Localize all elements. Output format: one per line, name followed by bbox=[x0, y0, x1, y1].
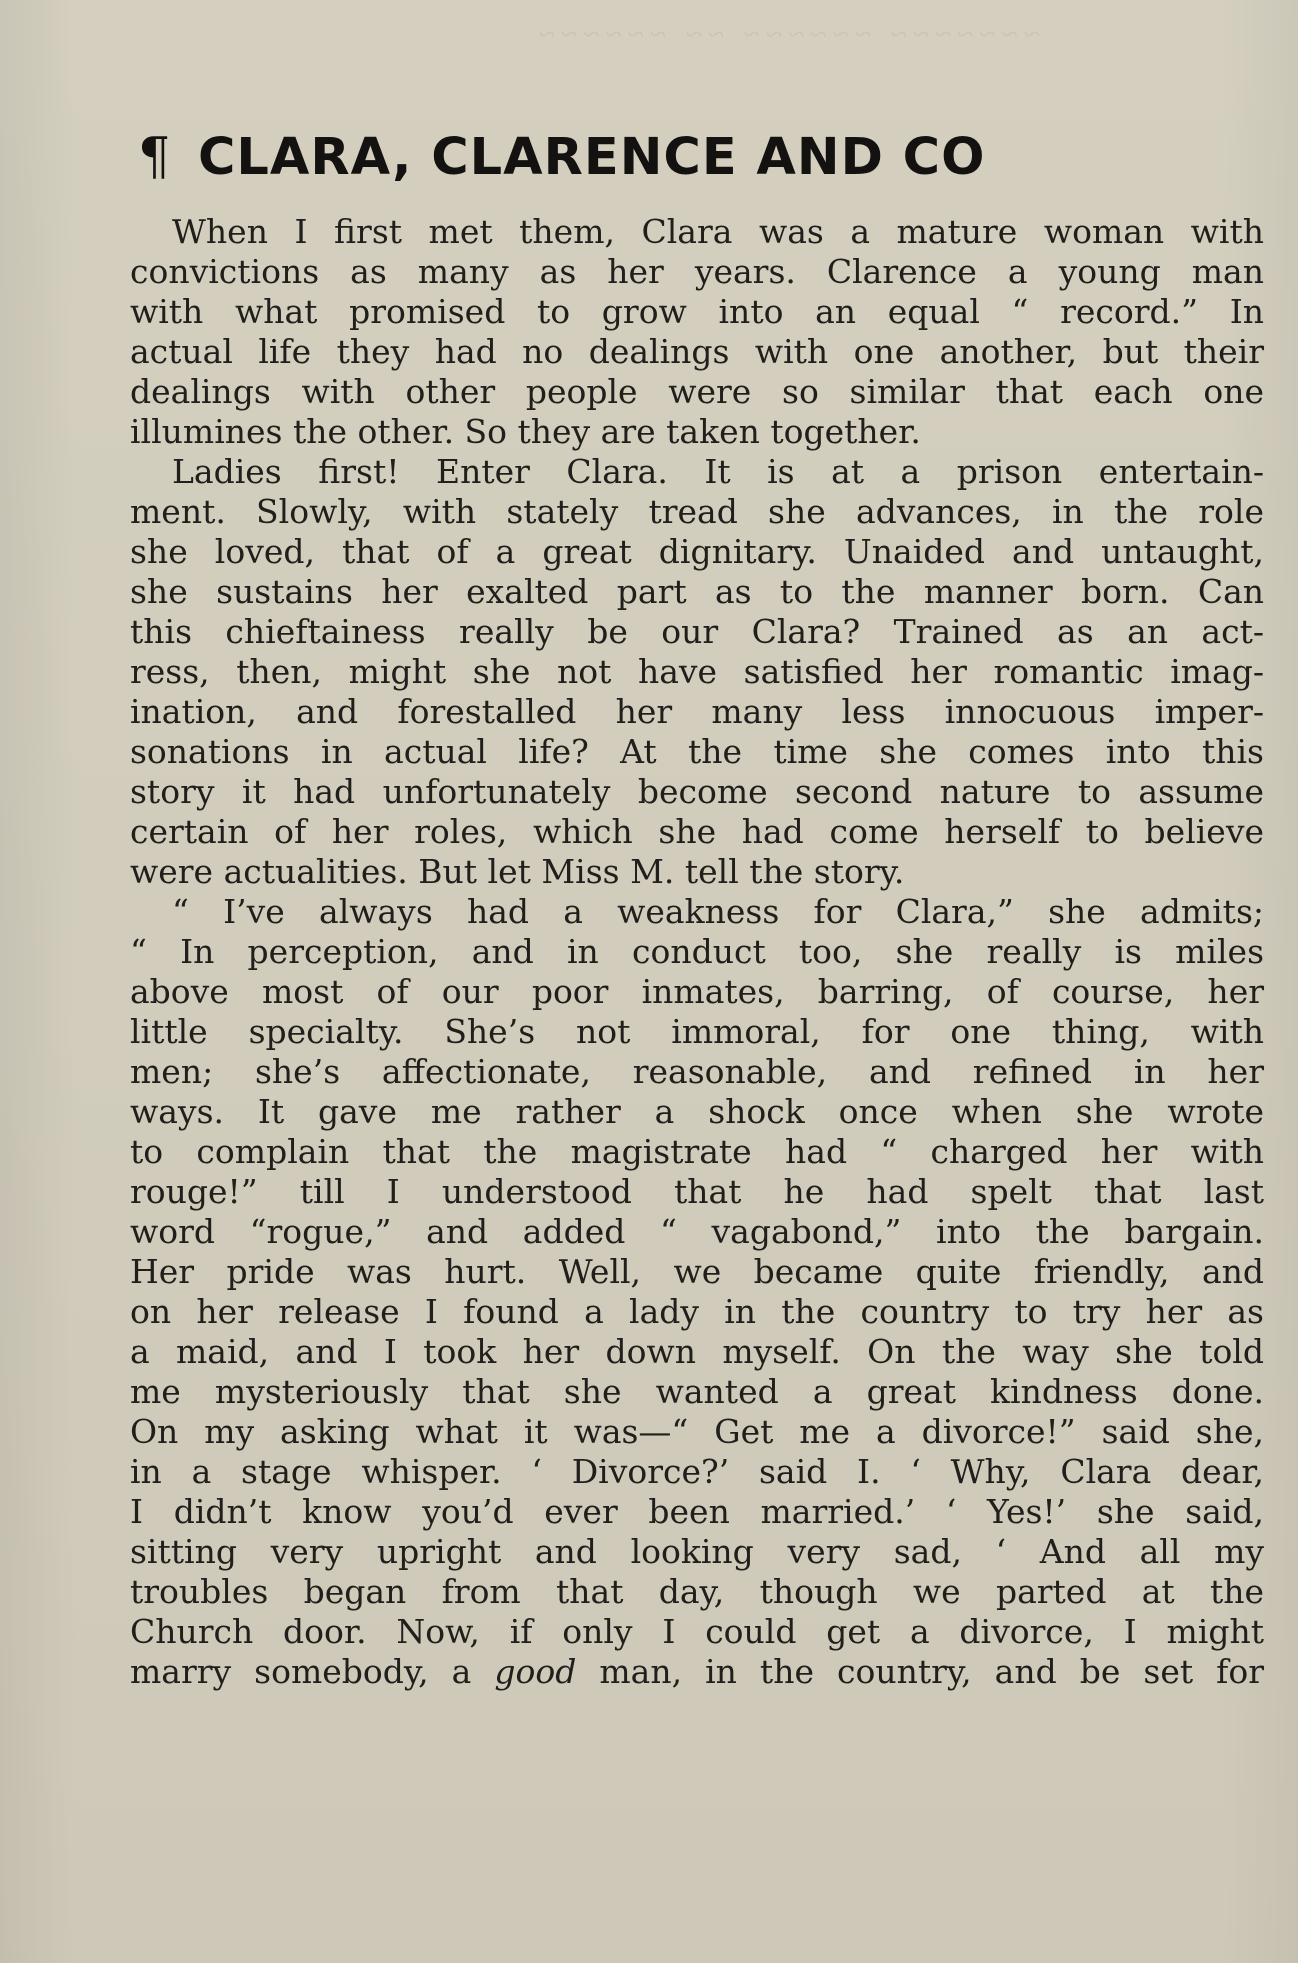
text-line: on her release I found a lady in the country to try her as bbox=[130, 1292, 1264, 1331]
text-line: ways. It gave me rather a shock once when she wrote bbox=[130, 1092, 1264, 1131]
pilcrow-mark: ¶ bbox=[138, 128, 172, 187]
text-line: above most of our poor inmates, barring, of course, her bbox=[130, 972, 1264, 1011]
text-line: sitting very upright and looking very sad, ‘ And all my bbox=[130, 1532, 1264, 1571]
text-line: she loved, that of a great dignitary. Unaided and untaught, bbox=[130, 532, 1264, 571]
text-line: actual life they had no dealings with one another, but their bbox=[130, 332, 1264, 371]
bleed-through-text: ~~~~~~~ ~~~~~~ ~~ ~~~~~~ bbox=[532, 18, 1040, 51]
text-segment: marry somebody, a bbox=[130, 1652, 495, 1691]
text-line: certain of her roles, which she had come herself to believe bbox=[130, 812, 1264, 851]
text-line: When I first met them, Clara was a mature woman with bbox=[172, 212, 1264, 251]
text-line: me mysteriously that she wanted a great kindness done. bbox=[130, 1372, 1264, 1411]
text-line: ress, then, might she not have satisfied her romantic imag- bbox=[130, 652, 1264, 691]
text-line: in a stage whisper. ‘ Divorce?’ said I. ‘ Why, Clara dear, bbox=[130, 1452, 1264, 1491]
text-line: men; she’s affectionate, reasonable, and refined in her bbox=[130, 1052, 1264, 1091]
text-line: word “rogue,” and added “ vagabond,” into the bargain. bbox=[130, 1212, 1264, 1251]
text-line: story it had unfortunately become second nature to assume bbox=[130, 772, 1264, 811]
text-line: ination, and forestalled her many less innocuous imper- bbox=[130, 692, 1264, 731]
text-segment: man, in the country, and be set for bbox=[576, 1652, 1264, 1691]
chapter-title: CLARA, CLARENCE AND CO bbox=[198, 128, 986, 187]
text-line: little specialty. She’s not immoral, for one thing, with bbox=[130, 1012, 1264, 1051]
text-line: to complain that the magistrate had “ charged her with bbox=[130, 1132, 1264, 1171]
text-line: dealings with other people were so similar that each one bbox=[130, 372, 1264, 411]
text-line: convictions as many as her years. Clarence a young man bbox=[130, 252, 1264, 291]
text-line: troubles began from that day, though we parted at the bbox=[130, 1572, 1264, 1611]
text-line: with what promised to grow into an equal “ record.” In bbox=[130, 292, 1264, 331]
text-line: she sustains her exalted part as to the manner born. Can bbox=[130, 572, 1264, 611]
text-line: a maid, and I took her down myself. On the way she told bbox=[130, 1332, 1264, 1371]
text-line: were actualities. But let Miss M. tell the story. bbox=[130, 852, 905, 891]
text-line: “ I’ve always had a weakness for Clara,” she admits; bbox=[172, 892, 1264, 931]
text-line: ment. Slowly, with stately tread she advances, in the role bbox=[130, 492, 1264, 531]
text-line-final bbox=[130, 1652, 1264, 1692]
text-line: illumines the other. So they are taken together. bbox=[130, 412, 921, 451]
text-line: Her pride was hurt. Well, we became quite friendly, and bbox=[130, 1252, 1264, 1291]
chapter-heading bbox=[138, 125, 985, 191]
text-line: sonations in actual life? At the time she comes into this bbox=[130, 732, 1264, 771]
emphasized-word: good bbox=[494, 1652, 577, 1691]
body-text bbox=[130, 212, 1264, 1692]
text-line: this chieftainess really be our Clara? Trained as an act- bbox=[130, 612, 1264, 651]
text-line: rouge!” till I understood that he had spelt that last bbox=[130, 1172, 1264, 1211]
text-line: On my asking what it was—“ Get me a divorce!” said she, bbox=[130, 1412, 1264, 1451]
text-line: I didn’t know you’d ever been married.’ ‘ Yes!’ she said, bbox=[130, 1492, 1264, 1531]
text-line: Church door. Now, if only I could get a divorce, I might bbox=[130, 1612, 1264, 1651]
text-line: “ In perception, and in conduct too, she really is miles bbox=[130, 932, 1264, 971]
text-line: Ladies first! Enter Clara. It is at a prison entertain- bbox=[172, 452, 1264, 491]
